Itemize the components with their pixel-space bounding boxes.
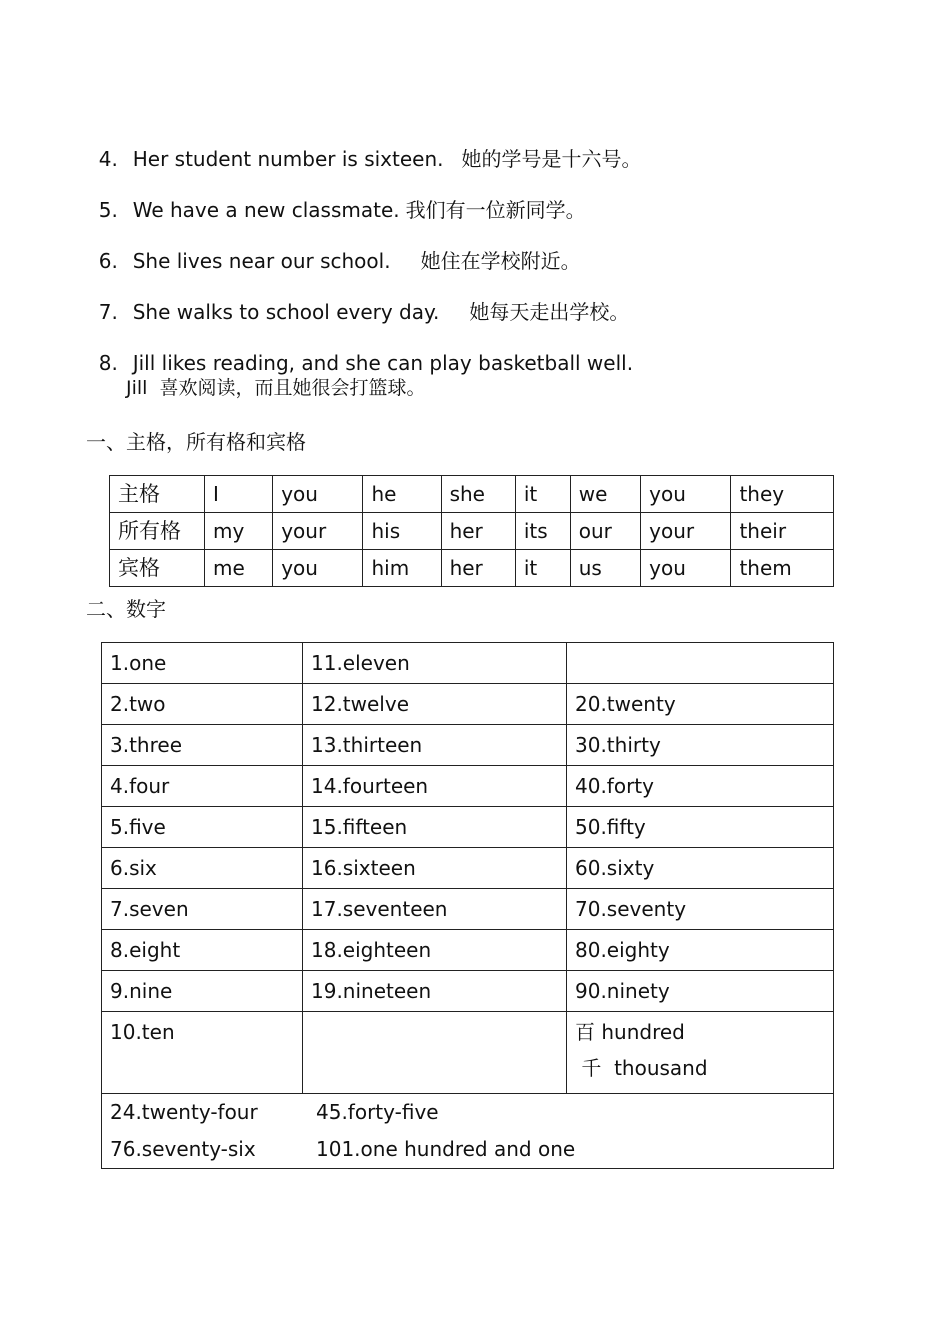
table-cell: him (363, 550, 441, 587)
table-cell: us (570, 550, 640, 587)
table-cell: you (273, 476, 363, 513)
sentence-english: She lives near our school. (132, 249, 391, 273)
table-cell: 1.one (102, 643, 303, 684)
table-row (102, 889, 834, 930)
table-row (110, 513, 834, 550)
pronoun-table (109, 475, 834, 587)
table-cell: he (363, 476, 441, 513)
table-cell: it (515, 476, 570, 513)
sentence-number: 8. (98, 351, 118, 375)
table-cell: 17.seventeen (303, 889, 567, 930)
section-title-numbers: 二、数字 (86, 597, 166, 621)
combo-number: 101.one hundred and one (316, 1137, 576, 1161)
thousand-label: 千 thousand (575, 1056, 708, 1080)
table-row (102, 684, 834, 725)
combo-number: 76.seventy-six (110, 1137, 256, 1161)
table-cell: 90.ninety (567, 971, 834, 1012)
table-cell: we (570, 476, 640, 513)
table-cell: 3.three (102, 725, 303, 766)
sentence-number: 4. (98, 147, 118, 171)
table-row (110, 476, 834, 513)
table-cell: you (641, 550, 731, 587)
table-row (102, 1012, 834, 1094)
table-cell: it (515, 550, 570, 587)
table-row (102, 971, 834, 1012)
table-cell: 30.thirty (567, 725, 834, 766)
sentence-7 (86, 273, 629, 325)
table-cell: they (731, 476, 834, 513)
table-cell: her (441, 550, 515, 587)
table-cell: 6.six (102, 848, 303, 889)
table-cell: his (363, 513, 441, 550)
table-cell (303, 1012, 567, 1094)
table-cell: 20.twenty (567, 684, 834, 725)
sentence-number: 5. (98, 198, 118, 222)
table-cell: 4.four (102, 766, 303, 807)
hundred-label: 百 hundred (575, 1020, 685, 1044)
sentence-english: She walks to school every day. (132, 300, 440, 324)
row-label: 宾格 (110, 550, 205, 587)
combo-line (110, 1094, 833, 1131)
table-row (110, 550, 834, 587)
table-cell: 13.thirteen (303, 725, 567, 766)
table-cell: 15.fifteen (303, 807, 567, 848)
table-cell: your (641, 513, 731, 550)
table-cell: 16.sixteen (303, 848, 567, 889)
table-cell: 14.fourteen (303, 766, 567, 807)
table-cell: my (205, 513, 273, 550)
table-cell: 40.forty (567, 766, 834, 807)
table-cell: me (205, 550, 273, 587)
row-label: 主格 (110, 476, 205, 513)
table-cell: 12.twelve (303, 684, 567, 725)
combo-cell (102, 1094, 834, 1169)
sentence-number: 7. (98, 300, 118, 324)
table-cell: her (441, 513, 515, 550)
table-cell: she (441, 476, 515, 513)
sentence-8-translation: Jill 喜欢阅读，而且她很会打篮球。 (126, 377, 426, 399)
table-cell: 5.five (102, 807, 303, 848)
table-row (102, 1094, 834, 1169)
sentence-chinese: 她住在学校附近。 (420, 249, 581, 273)
sentence-chinese: 她每天走出学校。 (469, 300, 630, 324)
table-cell: you (273, 550, 363, 587)
table-row (102, 725, 834, 766)
table-row (102, 930, 834, 971)
table-cell: 10.ten (102, 1012, 303, 1094)
table-cell: 11.eleven (303, 643, 567, 684)
sentence-chinese: 她的学号是十六号。 (461, 147, 642, 171)
combo-line (110, 1131, 833, 1168)
table-cell: I (205, 476, 273, 513)
table-cell: your (273, 513, 363, 550)
table-cell: their (731, 513, 834, 550)
sentence-chinese: 我们有一位新同学。 (405, 198, 586, 222)
table-row (102, 766, 834, 807)
combo-number: 24.twenty-four (110, 1100, 258, 1124)
table-cell: 50.fifty (567, 807, 834, 848)
sentence-number: 6. (98, 249, 118, 273)
row-label: 所有格 (110, 513, 205, 550)
table-cell: 2.two (102, 684, 303, 725)
sentence-english: We have a new classmate. (132, 198, 400, 222)
table-row (102, 807, 834, 848)
table-cell: them (731, 550, 834, 587)
number-table (101, 642, 834, 1169)
combo-number: 45.forty-five (316, 1100, 439, 1124)
table-cell (567, 643, 834, 684)
sentence-6 (86, 222, 581, 274)
section-title-pronouns: 一、主格，所有格和宾格 (86, 430, 306, 454)
table-row (102, 643, 834, 684)
table-cell: 8.eight (102, 930, 303, 971)
sentence-8 (86, 324, 633, 376)
sentence-5 (86, 171, 586, 223)
sentence-4 (86, 120, 642, 172)
table-cell: 60.sixty (567, 848, 834, 889)
table-cell: 9.nine (102, 971, 303, 1012)
table-cell: you (641, 476, 731, 513)
table-cell: its (515, 513, 570, 550)
table-cell: 18.eighteen (303, 930, 567, 971)
table-cell: 70.seventy (567, 889, 834, 930)
sentence-english: Jill likes reading, and she can play basketball well. (132, 351, 634, 375)
table-cell: 7.seven (102, 889, 303, 930)
table-row (102, 848, 834, 889)
table-cell: 19.nineteen (303, 971, 567, 1012)
table-cell: 80.eighty (567, 930, 834, 971)
table-cell-stacked (567, 1012, 834, 1094)
table-cell: our (570, 513, 640, 550)
sentence-english: Her student number is sixteen. (132, 147, 444, 171)
